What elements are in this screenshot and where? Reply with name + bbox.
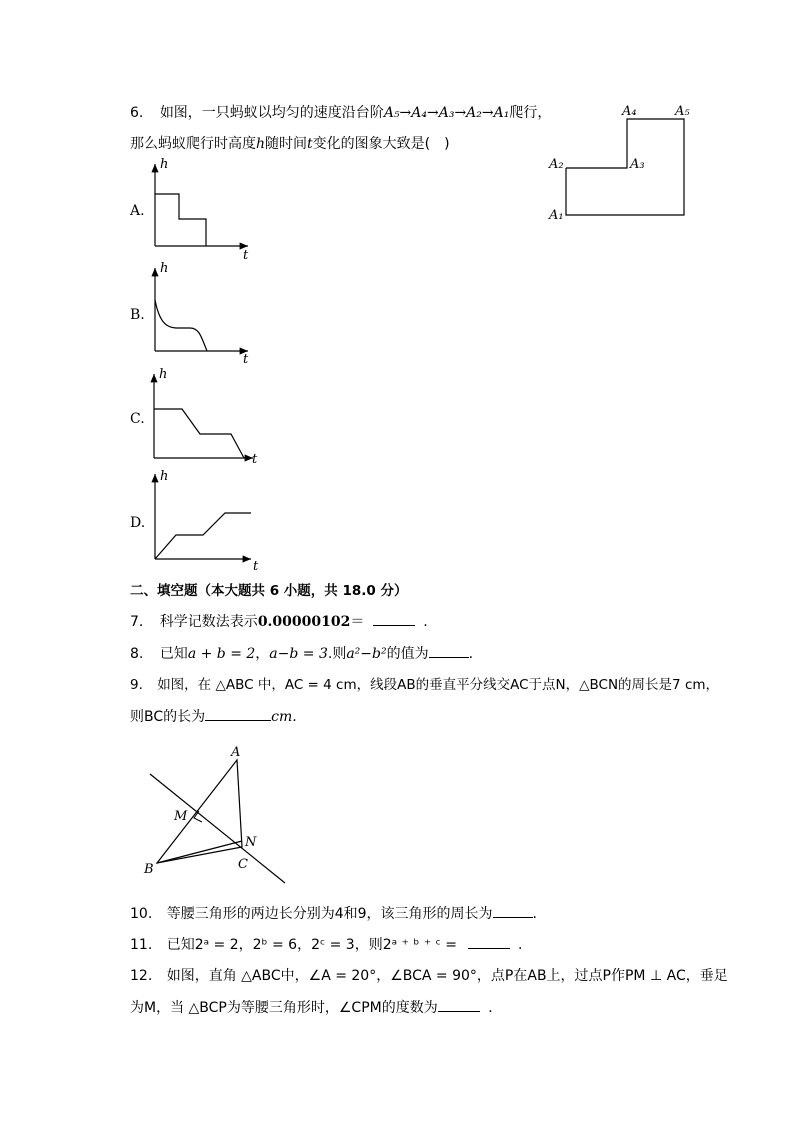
q11-text: 已知2ᵃ = 2，2ᵇ = 6，2ᶜ = 3，则2ᵃ ⁺ ᵇ ⁺ ᶜ = xyxy=(166,937,458,953)
q10-text: 等腰三角形的两边长分别为4和9，该三角形的周长为 xyxy=(166,906,493,922)
graph-c xyxy=(145,368,265,473)
q8-text-3: 的值为 xyxy=(386,646,429,662)
q12-end: . xyxy=(488,1000,493,1016)
label-a3: A₃ xyxy=(630,157,645,172)
label-a5: A₅ xyxy=(675,104,690,119)
q6-text-4: 随时间 xyxy=(265,136,308,152)
q8-text-2: .则 xyxy=(327,646,347,662)
q9-line1 xyxy=(130,675,719,695)
q8-number: 8. xyxy=(130,646,144,662)
graph-a-axis-t: t xyxy=(243,248,249,263)
option-a-label[interactable]: A. xyxy=(130,203,145,219)
q6-path: A₅→A₄→A₃→A₂→A₁ xyxy=(383,105,510,121)
q9-text-2: 则BC的长为 xyxy=(130,709,206,725)
q6-text-3: 那么蚂蚁爬行时高度 xyxy=(130,136,256,152)
q6-number: 6. xyxy=(130,105,144,121)
fig-label-b: B xyxy=(144,862,154,877)
q9-line2 xyxy=(130,706,297,727)
q9-unit: cm. xyxy=(271,709,297,725)
stairs-figure xyxy=(540,100,710,230)
q6-var-t: t xyxy=(307,136,313,152)
q8-expr-1: a + b = 2 xyxy=(187,646,256,662)
option-d-label[interactable]: D. xyxy=(130,515,146,531)
graph-a-axis-h: h xyxy=(160,157,169,172)
graph-b-axis-h: h xyxy=(160,261,169,276)
q12-line2 xyxy=(130,997,493,1018)
q7 xyxy=(130,611,428,632)
q10-answer-blank[interactable] xyxy=(493,903,533,918)
q8-answer-blank[interactable] xyxy=(429,643,469,658)
triangle-figure xyxy=(140,740,300,890)
graph-d xyxy=(145,468,265,573)
graph-b-axis-t: t xyxy=(243,352,249,367)
q9-number: 9. xyxy=(130,677,143,693)
q9-answer-blank[interactable] xyxy=(205,706,271,721)
graph-d-axis-t: t xyxy=(253,559,259,574)
q6-text-1: 如图，一只蚂蚁以均匀的速度沿台阶 xyxy=(159,105,384,121)
q10-number: 10. xyxy=(130,906,153,922)
q6-text-5: 变化的图象大致是( ) xyxy=(312,136,450,152)
graph-b xyxy=(145,262,265,367)
q6-line2 xyxy=(130,134,450,154)
q8-expr-3: a²−b² xyxy=(346,646,387,662)
q10 xyxy=(130,903,537,924)
option-c-label[interactable]: C. xyxy=(130,411,145,427)
q7-end: . xyxy=(423,614,428,630)
fig-label-c: C xyxy=(238,857,248,872)
q11-number: 11. xyxy=(130,937,153,953)
q12-line1 xyxy=(130,966,728,986)
q7-text: 科学记数法表示 xyxy=(159,614,258,630)
label-a4: A₄ xyxy=(622,104,637,119)
q7-equals: ＝ xyxy=(350,614,365,630)
fig-label-m: M xyxy=(174,809,188,824)
q7-value: 0.00000102 xyxy=(257,614,351,630)
label-a2: A₂ xyxy=(549,157,564,172)
q6-var-h: h xyxy=(256,136,266,152)
q9-text-1: 如图，在 △ABC 中，AC = 4 cm，线段AB的垂直平分线交AC于点N，△BCN的周长是7 cm， xyxy=(157,677,720,693)
q11 xyxy=(130,934,522,955)
q8-expr-2: a−b = 3 xyxy=(269,646,328,662)
graph-d-axis-h: h xyxy=(160,469,169,484)
q11-answer-blank[interactable] xyxy=(468,934,510,949)
q8 xyxy=(130,643,473,664)
q7-number: 7. xyxy=(130,614,144,630)
q12-answer-blank[interactable] xyxy=(438,997,480,1012)
q8-text-1: 已知 xyxy=(159,646,188,662)
q11-end: . xyxy=(517,937,523,953)
option-b-label[interactable]: B. xyxy=(130,307,145,323)
q7-answer-blank[interactable] xyxy=(373,611,415,626)
q8-end: . xyxy=(468,646,474,662)
q6-line1 xyxy=(130,103,551,123)
graph-c-axis-h: h xyxy=(159,367,168,382)
q10-end: . xyxy=(532,906,537,922)
q6-text-2: 爬行， xyxy=(509,105,552,121)
graph-c-axis-t: t xyxy=(252,452,258,467)
fig-label-a: A xyxy=(231,745,241,760)
q8-sep: ， xyxy=(255,646,270,662)
q12-text-1: 如图，直角 △ABC中，∠A = 20°，∠BCA = 90°，点P在AB上，过点P作PM ⊥ AC，垂足 xyxy=(166,968,728,984)
graph-a xyxy=(145,158,265,263)
label-a1: A₁ xyxy=(549,208,564,223)
q12-text-2: 为M，当 △BCP为等腰三角形时，∠CPM的度数为 xyxy=(130,1000,438,1016)
fig-label-n: N xyxy=(245,835,257,850)
q12-number: 12. xyxy=(130,968,153,984)
section-2-title: 二、填空题（本大题共 6 小题，共 18.0 分） xyxy=(130,583,408,599)
